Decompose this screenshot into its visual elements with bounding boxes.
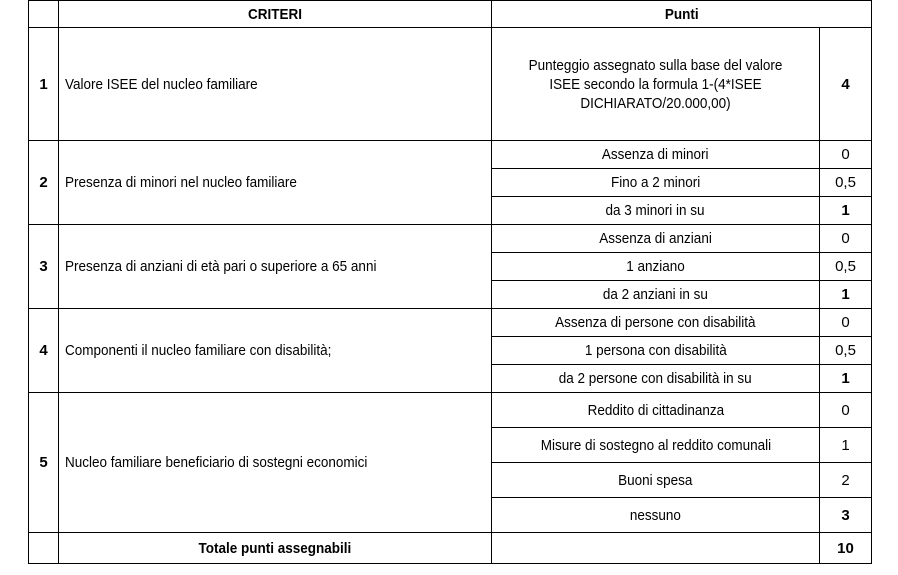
- criterion-label: Presenza di anziani di età pari o superiore a 65 anni: [59, 225, 492, 309]
- option-points: 0: [820, 393, 872, 428]
- option-description: da 3 minori in su: [492, 197, 820, 225]
- option-points: 2: [820, 463, 872, 498]
- option-points: 0: [820, 225, 872, 253]
- header-criteri: CRITERI: [59, 1, 492, 28]
- option-points: 1: [820, 281, 872, 309]
- criterion-row-2: [29, 141, 872, 169]
- criterion-number: 4: [29, 309, 59, 393]
- criterion-number: 5: [29, 393, 59, 533]
- option-points: 1: [820, 428, 872, 463]
- criteria-table: [28, 0, 872, 564]
- total-points: 10: [820, 533, 872, 564]
- criterion-row-5: [29, 393, 872, 428]
- option-description: 1 anziano: [492, 253, 820, 281]
- option-points: 3: [820, 498, 872, 533]
- option-description: nessuno: [492, 498, 820, 533]
- criterion-row-1: [29, 28, 872, 141]
- option-description: Misure di sostegno al reddito comunali: [492, 428, 820, 463]
- total-row: [29, 533, 872, 564]
- option-points: 4: [820, 28, 872, 141]
- criterion-number: 2: [29, 141, 59, 225]
- option-description: da 2 anziani in su: [492, 281, 820, 309]
- option-points: 0,5: [820, 253, 872, 281]
- criterion-number: 3: [29, 225, 59, 309]
- criterion-number: 1: [29, 28, 59, 141]
- total-label: Totale punti assegnabili: [59, 533, 492, 564]
- option-description: da 2 persone con disabilità in su: [492, 365, 820, 393]
- header-row: [29, 1, 872, 28]
- option-points: 0: [820, 141, 872, 169]
- option-description: 1 persona con disabilità: [492, 337, 820, 365]
- option-description: Punteggio assegnato sulla base del valore ISEE secondo la formula 1-(4*ISEE DICHIARATO/20.000,00): [492, 28, 820, 141]
- criterion-label: Presenza di minori nel nucleo familiare: [59, 141, 492, 225]
- option-points: 0,5: [820, 337, 872, 365]
- option-points: 0,5: [820, 169, 872, 197]
- total-num-cell: [29, 533, 59, 564]
- option-description: Assenza di anziani: [492, 225, 820, 253]
- criterion-label: Componenti il nucleo familiare con disabilità;: [59, 309, 492, 393]
- criterion-label: Valore ISEE del nucleo familiare: [59, 28, 492, 141]
- option-points: 1: [820, 365, 872, 393]
- criterion-row-3: [29, 225, 872, 253]
- header-num-cell: [29, 1, 59, 28]
- option-description: Buoni spesa: [492, 463, 820, 498]
- option-description: Assenza di minori: [492, 141, 820, 169]
- total-empty-cell: [492, 533, 820, 564]
- criterion-row-4: [29, 309, 872, 337]
- option-points: 0: [820, 309, 872, 337]
- option-description: Reddito di cittadinanza: [492, 393, 820, 428]
- header-punti: Punti: [492, 1, 872, 28]
- option-points: 1: [820, 197, 872, 225]
- option-description: Assenza di persone con disabilità: [492, 309, 820, 337]
- criterion-label: Nucleo familiare beneficiario di sostegni economici: [59, 393, 492, 533]
- option-description: Fino a 2 minori: [492, 169, 820, 197]
